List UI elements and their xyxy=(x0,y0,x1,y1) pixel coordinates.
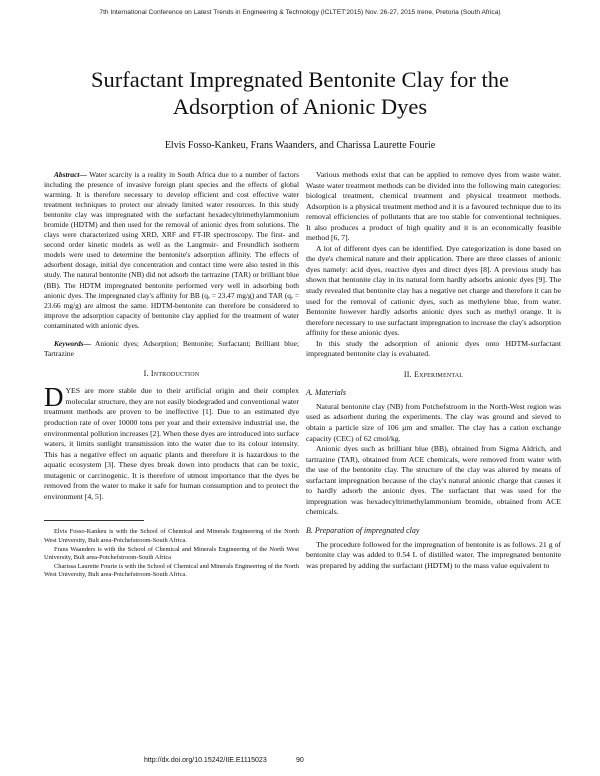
abstract xyxy=(44,170,299,331)
paragraph: Anionic dyes such as brilliant blue (BB), obtained from Sigma Aldrich, and tartrazine (TAR), obtained from ACE chemicals, were removed from water with the use of the bentonite clay. The structure of the clay was altered by means of surfactant impregnation because of the clay's natural anionic charge that causes it to hardly adsorb the anionic dyes. The surfactant that was used for the impregnation was hexadecyltrimethylammonium bromide, obtained from ACE chemicals. xyxy=(306,444,561,517)
intro-paragraph: DYES are more stable due to their artificial origin and their complex molecular structure, they are not easily biodegraded and conventional water treatment methods are proven to be ineffective [1]. Due to an estimated dye production rate of over 10000 tons per year and their extensive industrial use, the environmental pollution increases [2]. When these dyes are introduced into surface waters, it limits sunlight transmission into the water due to its colour intensity. This has a negative effect on aquatic plants and therefore it is hazardous to the aquatic ecosystem [3]. These dyes break down into products that can be toxic, mutagenic or carcinogenic. It is therefore of utmost importance that the dyes be removed from the water to make it safe for human consumption and to protect the environment [4, 5]. xyxy=(44,382,299,501)
doi-link[interactable]: http://dx.doi.org/10.15242/IIE.E1115023 xyxy=(144,757,267,764)
abstract-text: Water scarcity is a reality in South Africa due to a number of factors including the presence of invasive foreign plant species and the effects of global warming. It is therefore necessary to develop efficient and cost effective water treatment techniques to protect our already limited water resources. In this study bentonite clay was impregnated with the surfactant hexadecyltrimethylammonium bromide (HDTM) and then used for the removal of anionic dyes from solutions. The clays were characterized using XRD, XRF and FT-IR spectroscopy. The first- and second order kinetic models as well as the Langmuir- and Freundlich isotherm models were used to determine the bentonite's adsorption affinity. The effects of adsorbent dosage, initial dye concentration and contact time were also tested in this study. The natural bentonite (NB) did not adsorb the tartrazine (TAR) or brilliant blue (BB). The HDTM impregnated bentonite performed very well in adsorbing both anionic dyes. The impregnated clay's affinity for BB (qₑ = 23.47 mg/g) and TAR (qₑ = 23.66 mg/g) are almost the same. HDTM-bentonite can therefore be considered to improve the adsorption capacity of bentonite clay applied for the treatment of water contaminated with anionic dyes. xyxy=(44,170,299,330)
paragraph: A lot of different dyes can be identified. Dye categorization is done based on the dye's chemical nature and their application. There are three classes of anionic dyes namely: acid dyes, reactive dyes and direct dyes [8]. A previous study has shown that bentonite clay in its natural form hardly adsorbs anionic dyes [9]. The study revealed that bentonite clay has a negative net charge and therefore it can be used for the removal of cationic dyes, such as methylene blue, from water. Bentonite however hardly adsorbs anionic dyes such as methyl orange. It is therefore necessary to use surfactant impregnation to increase the clay's adsorption affinity for these anionic dyes. xyxy=(306,243,561,338)
paragraph: In this study the adsorption of anionic dyes onto HDTM-surfactant impregnated bentonite clay is evaluated. xyxy=(306,338,561,359)
subsection-heading-materials: A. Materials xyxy=(306,388,346,398)
paragraph: Natural bentonite clay (NB) from Potchefstroom in the North-West region was used as adsorbent during the experiments. The clay was ground and sieved to obtain a particle size of 106 µm and smaller. The clay has a cation exchange capacity (CEC) of 62 cmol/kg. xyxy=(306,401,561,443)
section-heading-introduction: I. Introduction xyxy=(143,368,200,378)
footnote-divider xyxy=(44,520,144,521)
authors: Elvis Fosso-Kankeu, Frans Waanders, and Charissa Laurette Fourie xyxy=(164,140,436,151)
keywords-text: Anionic dyes; Adsorption; Bentonite; Surfactant; Brilliant blue; Tartrazine xyxy=(44,338,299,358)
footnote: Frans Waanders is with the School of Chemical and Minerals Engineering of the North West University, Bult area-Potchefstroom-South Africa xyxy=(44,545,299,561)
paper-title: Surfactant Impregnated Bentonite Clay for the Adsorption of Anionic Dyes xyxy=(91,67,509,119)
footnotes xyxy=(44,528,299,579)
conference-header: 7th International Conference on Latest Trends in Engineering & Technology (ICLTET'2015) Nov. 26-27, 2015 Irene, Pretoria (South Africa) xyxy=(99,9,501,16)
right-column xyxy=(306,170,561,571)
drop-cap: D xyxy=(44,382,64,413)
section-heading-experimental: II. Experimental xyxy=(403,369,464,379)
footnote: Elvis Fosso-Kankeu is with the School of Chemical and Minerals Engineering of the North West University, Bult area-Potchefstroom-South Africa. xyxy=(44,528,299,544)
page-number: 90 xyxy=(296,757,304,764)
paragraph: Various methods exist that can be applied to remove dyes from waste water. Waste water treatment methods can be divided into the following main categories: biological treatment, chemical treatment and physical treatment methods. Adsorption is a physical treatment method and it is a favoured technique due to its removal efficiencies of pollutants that are too stable for conventional techniques. It also produces a product of high quality and it is an economically feasible method [6, 7]. xyxy=(306,170,561,243)
abstract-label: Abstract— xyxy=(54,170,87,179)
paragraph: The procedure followed for the impregnation of bentonite is as follows. 21 g of bentonite clay was added to 0.54 L of distilled water. The impregnated bentonite was prepared by adding the surfactant (HDTM) to the mass value equivalent to xyxy=(306,539,561,570)
keywords-label: Keywords— xyxy=(54,338,91,348)
subsection-heading-preparation: B. Preparation of impregnated clay xyxy=(306,525,420,535)
left-column xyxy=(44,170,299,580)
keywords xyxy=(44,339,299,359)
footnote: Charissa Laurette Fourie is with the School of Chemical and Minerals Engineering of the North West University, Bult area-Potchefstroom-South Africa. xyxy=(44,562,299,578)
